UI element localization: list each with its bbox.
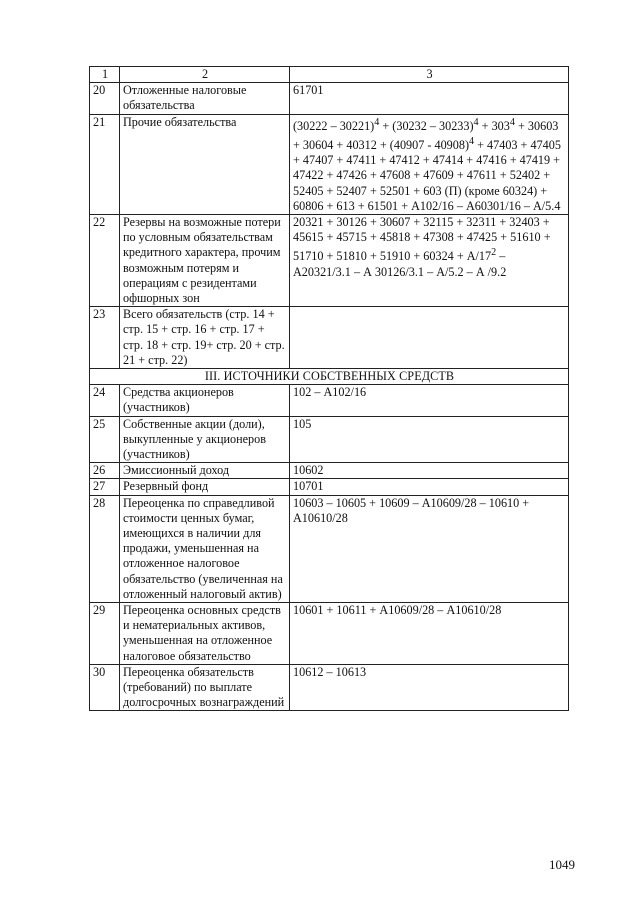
header-col-2: 2 xyxy=(120,67,290,83)
section-heading-row xyxy=(90,368,569,384)
row-formula: 10602 xyxy=(290,463,569,479)
table-row xyxy=(90,495,569,602)
row-formula: 10603 – 10605 + 10609 – А10609/28 – 10610 + А10610/28 xyxy=(290,495,569,602)
table-row xyxy=(90,416,569,463)
row-formula: 105 xyxy=(290,416,569,463)
balance-formula-table xyxy=(89,66,569,711)
table-row xyxy=(90,114,569,214)
row-formula xyxy=(290,214,569,306)
formula-part: + 47403 + 47405 + 47407 + 47411 + 47412 + 47414 + 47416 + 47419 + 47422 + 47426 + 47608 + 47609 + 47611 + 52402 + 52405 + 52407 + 52501 + 603 (П) (кроме 60324) + 60806 + 613 + 61501 + А102/16 – А60301/16 – А/5.4 xyxy=(293,137,561,213)
row-name: Резервы на возможные потери по условным обязательствам кредитного характера, прочим возможным потерям и операциям с резидентами офшорных зон xyxy=(120,214,290,306)
row-number: 23 xyxy=(90,307,120,369)
row-name: Всего обязательств (стр. 14 + стр. 15 + стр. 16 + стр. 17 + стр. 18 + стр. 19+ стр. 20 + стр. 21 + стр. 22) xyxy=(120,307,290,369)
row-formula xyxy=(290,307,569,369)
formula-part: (30222 – 30221) xyxy=(293,118,375,133)
row-number: 24 xyxy=(90,385,120,416)
row-formula: 10701 xyxy=(290,479,569,495)
footnote-mark: 2 xyxy=(491,247,497,259)
footnote-mark: 4 xyxy=(374,116,380,128)
row-formula: 10612 – 10613 xyxy=(290,664,569,711)
row-number: 20 xyxy=(90,83,120,114)
table-row xyxy=(90,479,569,495)
table-row xyxy=(90,603,569,665)
row-name: Переоценка обязательств (требований) по выплате долгосрочных вознаграждений xyxy=(120,664,290,711)
table-row xyxy=(90,307,569,369)
table-row xyxy=(90,83,569,114)
footnote-mark: 4 xyxy=(469,135,475,147)
formula-part: 20321 + 30126 + 30607 + 32115 + 32311 + 32403 + 45615 + 45715 + 45818 + 47308 + 47425 + 51610 + 51710 + 51810 + 51910 + 60324 + А/17 xyxy=(293,214,551,264)
row-name: Средства акционеров (участников) xyxy=(120,385,290,416)
formula-part: + (30232 – 30233) xyxy=(379,118,474,133)
row-formula: 102 – А102/16 xyxy=(290,385,569,416)
table-row xyxy=(90,214,569,306)
row-name: Резервный фонд xyxy=(120,479,290,495)
table-row xyxy=(90,664,569,711)
formula-part: – А20321/3.1 – А 30126/3.1 – А/5.2 – А /9.2 xyxy=(293,249,507,279)
row-name: Переоценка по справедливой стоимости ценных бумаг, имеющихся в наличии для продажи, уменьшенная на отложенное налоговое обязательство (увеличенная на отложенный налоговый актив) xyxy=(120,495,290,602)
page-number: 1049 xyxy=(549,857,575,872)
row-number: 21 xyxy=(90,114,120,214)
row-number: 27 xyxy=(90,479,120,495)
footnote-mark: 4 xyxy=(473,116,479,128)
row-formula: 61701 xyxy=(290,83,569,114)
row-formula xyxy=(290,114,569,214)
row-number: 25 xyxy=(90,416,120,463)
table-header-row xyxy=(90,67,569,83)
table-row xyxy=(90,463,569,479)
row-name: Прочие обязательства xyxy=(120,114,290,214)
row-number: 28 xyxy=(90,495,120,602)
footnote-mark: 4 xyxy=(509,116,515,128)
row-name: Переоценка основных средств и нематериальных активов, уменьшенная на отложенное налоговое обязательство xyxy=(120,603,290,665)
header-col-3: 3 xyxy=(290,67,569,83)
section-title: III. ИСТОЧНИКИ СОБСТВЕННЫХ СРЕДСТВ xyxy=(90,368,569,384)
row-name: Собственные акции (доли), выкупленные у акционеров (участников) xyxy=(120,416,290,463)
formula-part: + 303 xyxy=(478,118,510,133)
row-formula: 10601 + 10611 + А10609/28 – А10610/28 xyxy=(290,603,569,665)
table-row xyxy=(90,385,569,416)
row-number: 26 xyxy=(90,463,120,479)
formula-part: + 30603 + 30604 + 40312 + (40907 - 40908) xyxy=(293,118,559,152)
row-number: 22 xyxy=(90,214,120,306)
row-number: 29 xyxy=(90,603,120,665)
row-name: Эмиссионный доход xyxy=(120,463,290,479)
row-name: Отложенные налоговые обязательства xyxy=(120,83,290,114)
header-col-1: 1 xyxy=(90,67,120,83)
row-number: 30 xyxy=(90,664,120,711)
